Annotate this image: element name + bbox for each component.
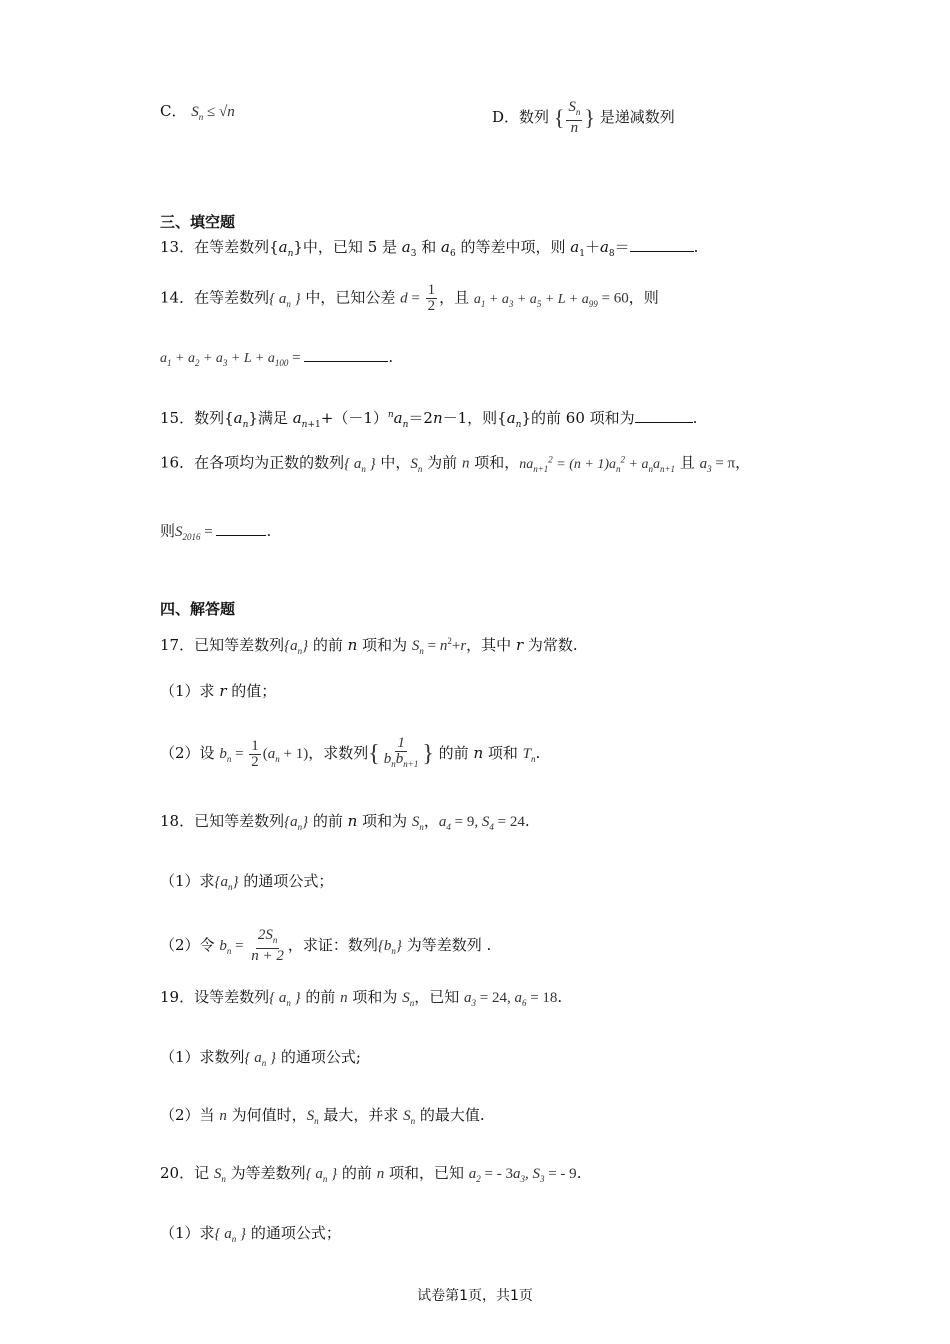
answer-blank[interactable]: [304, 347, 388, 362]
question-18: 18．已知等差数列$\{a_n\}$ 的前 n 项和为 $S_n$，$a_4 = 9$, $S_4 = 24$.: [160, 812, 530, 832]
question-14-line2: $a_1 + a_2 + a_3 + L + a_{100}$ = .: [160, 348, 394, 368]
question-20: 20．记 $S_n$ 为等差数列{ $a_n$ } 的前 n 项和，已知 $a_2$ = - $3a_3$, $S_3$ = - 9.: [160, 1164, 582, 1184]
question-16-line2: 则$S_{2016}$ = .: [160, 522, 272, 542]
question-15: 15．数列$\{a_n\}$满足 $a_{n+1}+(-1)^na_n=2n-1$，则$\{a_n\}$的前 60 项和为 .: [160, 409, 698, 430]
page-footer: 试卷第1页，共1页: [417, 1288, 533, 1304]
question-19-part2: （2）当 n 为何值时，$S_n$ 最大，并求 $S_n$ 的最大值.: [160, 1106, 485, 1126]
question-17-part1: （1）求 r 的值；: [160, 682, 277, 700]
option-d: D．数列 { $\frac{S_n}{n}$ } 是递减数列: [492, 99, 675, 136]
answer-blank[interactable]: [216, 521, 266, 536]
question-13: 13．在等差数列$\{a_n\}$中，已知 5 是 $a_3$ 和 $a_6$ 的等差中项，则 $a_1+a_8=$ .: [160, 238, 699, 259]
question-14: 14．在等差数列{ $a_n$ } 中，已知公差 d = $\frac{1}{2}$ ，且 $a_1 + a_3 + a_5 + L + a_{99} = 60$，则: [160, 282, 659, 314]
section-title-answer: 四、解答题: [160, 600, 236, 618]
answer-blank[interactable]: [635, 408, 693, 423]
question-19: 19．设等差数列{ $a_n$ } 的前 n 项和为 $S_n$，已知 $a_3 = 24$, $a_6 = 18$.: [160, 988, 563, 1008]
question-20-part1: （1）求{ $a_n$ } 的通项公式；: [160, 1224, 341, 1244]
question-18-part2: （2）令 $b_n$ = $\frac{2S_n}{n + 2}$ ，求证：数列$\{b_n\}$ 为等差数列 .: [160, 927, 492, 964]
question-18-part1: （1）求$\{a_n\}$ 的通项公式；: [160, 872, 334, 892]
option-c: C． $S_n \le √n$: [160, 102, 235, 122]
question-17-part2: （2）设 $b_n$ = $\frac{1}{2}$ $(a_n + 1)$，求数列{ $\frac{1}{b_nb_{n+1}}$ } 的前 n 项和 $T_n$.: [160, 735, 541, 770]
question-17: 17．已知等差数列$\{a_n\}$ 的前 n 项和为 $S_n = n^2+r$，其中 r 为常数.: [160, 636, 578, 656]
section-title-fill-blank: 三、填空题: [160, 213, 236, 231]
question-19-part1: （1）求数列{ $a_n$ } 的通项公式;: [160, 1048, 361, 1068]
question-16: 16．在各项均为正数的数列{ $a_n$ } 中，$S_n$ 为前 n 项和，$na_{n+1}^2 = (n + 1)a_n^2 + a_na_{n+1}$ 且 $a_3 = \pi$，: [160, 453, 751, 474]
answer-blank[interactable]: [630, 237, 694, 252]
